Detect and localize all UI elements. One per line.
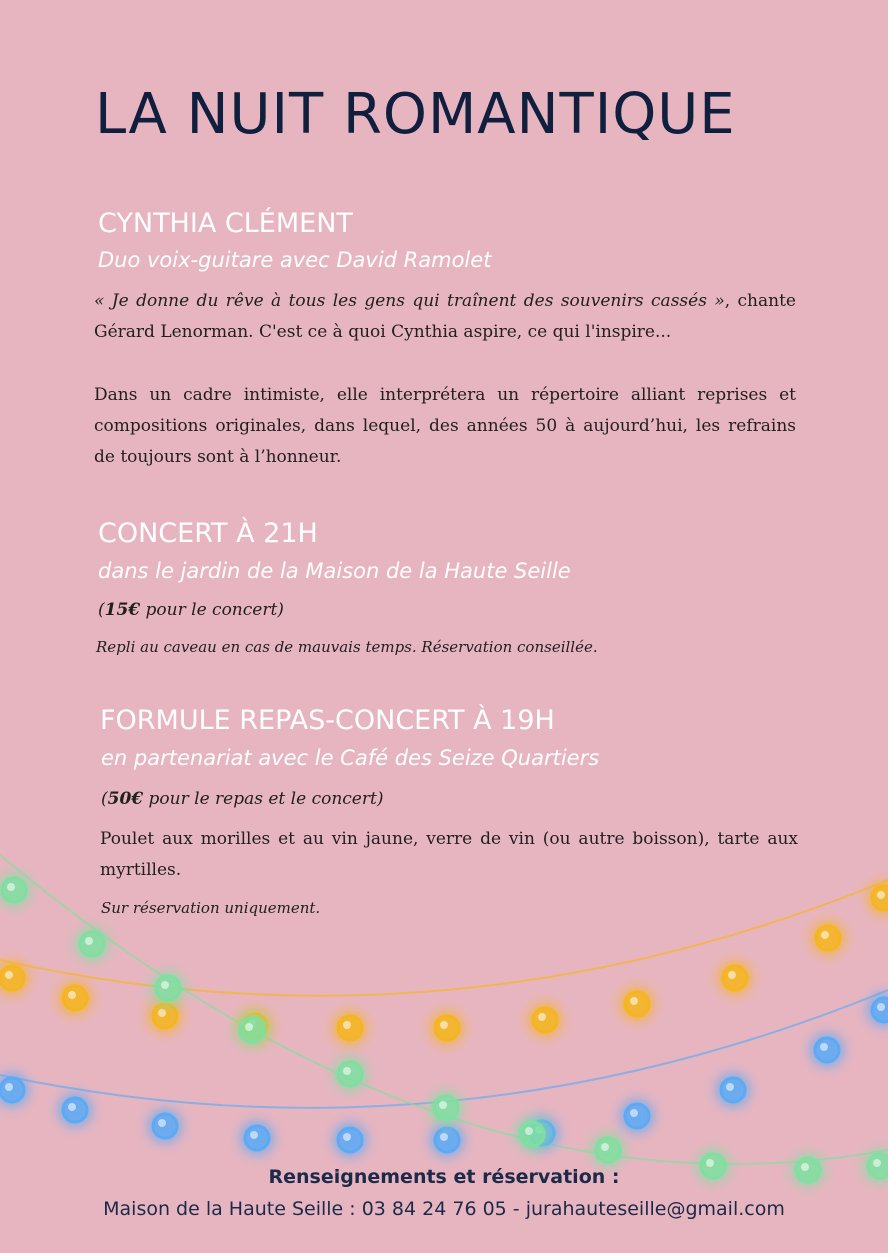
dinner-price-amount: 50€ xyxy=(107,789,144,809)
dinner-menu: Poulet aux morilles et au vin jaune, verre de vin (ou autre boisson), tarte aux myrtilles. xyxy=(100,829,798,880)
page-title: LA NUIT ROMANTIQUE xyxy=(95,82,736,147)
artist-quote: « Je donne du rêve à tous les gens qui traînent des souvenirs cassés » xyxy=(94,291,725,311)
artist-quote-paragraph xyxy=(94,286,796,348)
footer-title: Renseignements et réservation : xyxy=(268,1166,620,1188)
string-lights-icon xyxy=(0,840,888,1253)
concert-title: CONCERT À 21H xyxy=(98,518,318,549)
concert-note: Repli au caveau en cas de mauvais temps. Réservation conseillée. xyxy=(96,638,598,656)
dinner-subtitle: en partenariat avec le Café des Seize Quartiers xyxy=(101,746,600,770)
concert-subtitle: dans le jardin de la Maison de la Haute Seille xyxy=(98,559,571,583)
artist-description: Dans un cadre intimiste, elle interprétera un répertoire alliant reprises et compositions originales, dans lequel, des années 50 à aujourd’hui, les refrains de toujours sont à l’honneur. xyxy=(94,385,796,467)
footer-contact: Maison de la Haute Seille : 03 84 24 76 05 - jurahauteseille@gmail.com xyxy=(103,1198,785,1220)
artist-quote-attribution: , chante Gérard Lenorman. C'est ce à quoi Cynthia aspire, ce qui l'inspire... xyxy=(94,291,796,342)
dinner-price: (50€ pour le repas et le concert) xyxy=(101,789,384,809)
artist-subtitle: Duo voix-guitare avec David Ramolet xyxy=(98,248,492,272)
dinner-title: FORMULE REPAS-CONCERT À 19H xyxy=(100,705,555,736)
artist-name: CYNTHIA CLÉMENT xyxy=(98,208,353,239)
concert-price-amount: 15€ xyxy=(104,600,141,620)
concert-price: (15€ pour le concert) xyxy=(98,600,284,620)
dinner-note: Sur réservation uniquement. xyxy=(101,899,321,917)
